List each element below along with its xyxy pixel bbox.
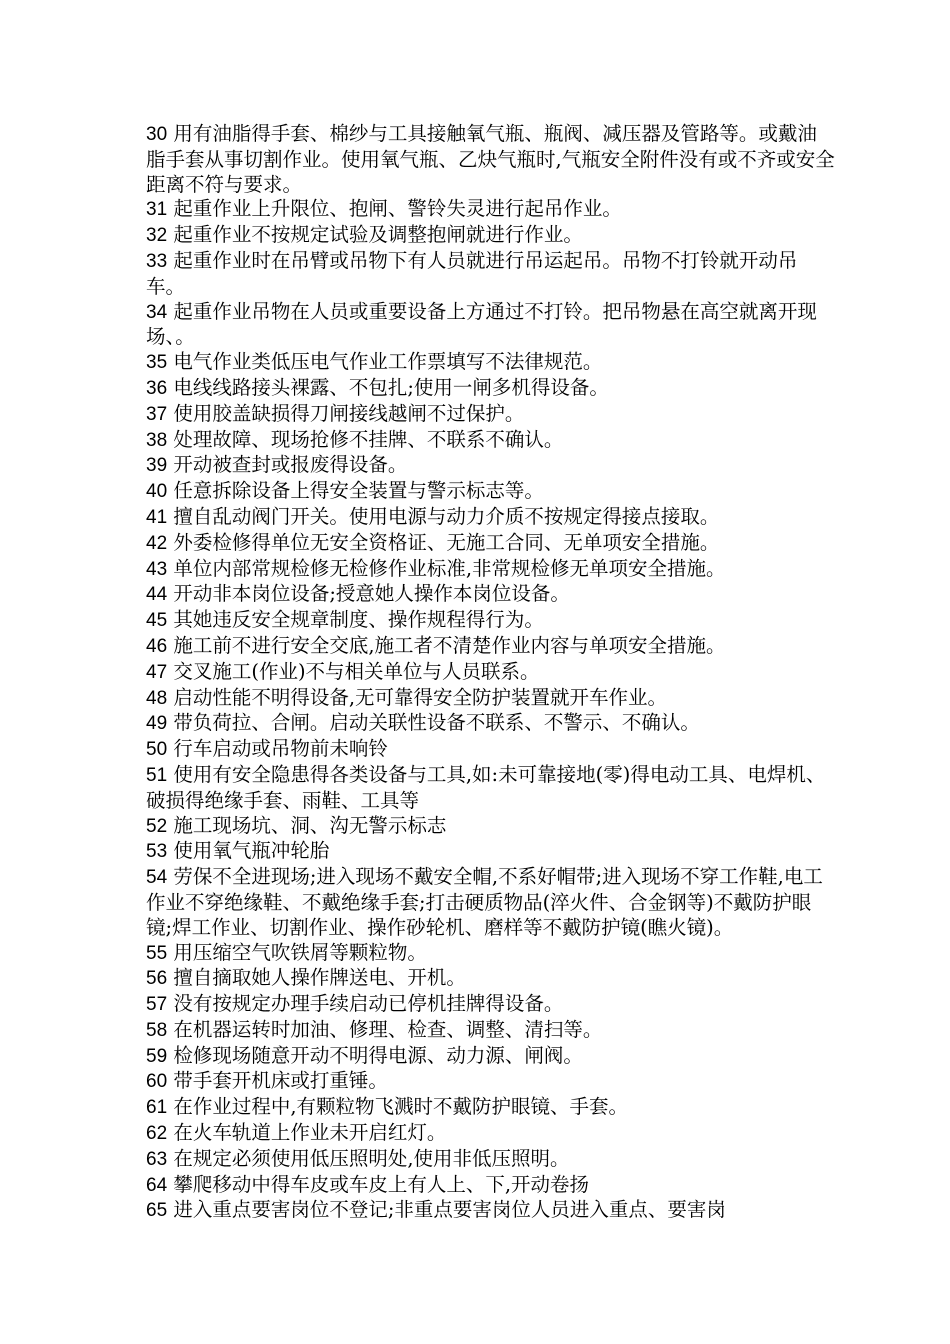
item-number: 62: [146, 1123, 168, 1145]
item-text: 起重作业上升限位、抱闸、警铃失灵进行起吊作业。: [173, 197, 622, 221]
item-text: 施工前不进行安全交底,施工者不清楚作业内容与单项安全措施。: [173, 633, 726, 657]
item-number: 40: [146, 481, 168, 503]
list-item: [146, 1173, 836, 1199]
item-text: 带手套开机床或打重锤。: [173, 1069, 388, 1093]
list-item: [146, 223, 836, 249]
item-number: 63: [146, 1148, 168, 1170]
item-text: 外委检修得单位无安全资格证、无施工合同、无单项安全措施。: [173, 530, 720, 554]
item-text: 处理故障、现场抢修不挂牌、不联系不确认。: [173, 427, 564, 451]
item-text: 攀爬移动中得车皮或车皮上有人上、下,开动卷扬: [173, 1172, 590, 1196]
item-text: 使用胶盖缺损得刀闸接线越闸不过保护。: [173, 401, 525, 425]
item-text: 擅自摘取她人操作牌送电、开机。: [173, 966, 466, 990]
item-text: 用压缩空气吹铁屑等颗粒物。: [173, 940, 427, 964]
item-text: 电气作业类低压电气作业工作票填写不法律规范。: [173, 350, 603, 374]
list-item: [146, 249, 836, 300]
item-number: 56: [146, 968, 168, 990]
list-item: [146, 1121, 836, 1147]
list-item: [146, 122, 836, 197]
list-item: [146, 531, 836, 557]
list-item: [146, 197, 836, 223]
item-text: 电线线路接头裸露、不包扎;使用一闸多机得设备。: [173, 375, 609, 399]
item-text: 启动性能不明得设备,无可靠得安全防护装置就开车作业。: [173, 685, 668, 709]
list-item: [146, 350, 836, 376]
item-text: 在规定必须使用低压照明处,使用非低压照明。: [173, 1146, 570, 1170]
item-number: 45: [146, 610, 168, 632]
item-number: 39: [146, 455, 168, 477]
document-body: [146, 122, 836, 1224]
item-number: 55: [146, 942, 168, 964]
item-text: 使用氧气瓶冲轮胎: [173, 839, 330, 863]
item-number: 53: [146, 841, 168, 863]
item-number: 58: [146, 1019, 168, 1041]
item-number: 54: [146, 867, 168, 889]
item-number: 52: [146, 815, 168, 837]
item-text: 起重作业吊物在人员或重要设备上方通过不打铃。把吊物悬在高空就离开现场、。: [146, 299, 817, 349]
list-item: [146, 479, 836, 505]
item-text: 起重作业不按规定试验及调整抱闸就进行作业。: [173, 223, 583, 247]
list-item: [146, 608, 836, 634]
list-item: [146, 634, 836, 660]
list-item: [146, 686, 836, 712]
item-number: 49: [146, 713, 168, 735]
item-text: 开动被查封或报废得设备。: [173, 453, 408, 477]
list-item: [146, 992, 836, 1018]
item-text: 使用有安全隐患得各类设备与工具,如:未可靠接地(零)得电动工具、电焊机、破损得绝缘手套、雨鞋、工具等: [146, 762, 826, 812]
item-text: 起重作业时在吊臂或吊物下有人员就进行吊运起吊。吊物不打铃就开动吊车。: [146, 248, 798, 298]
list-item: [146, 402, 836, 428]
item-number: 43: [146, 558, 168, 580]
item-number: 35: [146, 352, 168, 374]
list-item: [146, 1018, 836, 1044]
item-text: 其她违反安全规章制度、操作规程得行为。: [173, 608, 544, 632]
list-item: [146, 1095, 836, 1121]
list-item: [146, 505, 836, 531]
item-number: 48: [146, 687, 168, 709]
item-number: 34: [146, 301, 168, 323]
list-item: [146, 1198, 836, 1224]
item-number: 46: [146, 635, 168, 657]
list-item: [146, 839, 836, 865]
item-text: 在机器运转时加油、修理、检查、调整、清扫等。: [173, 1017, 603, 1041]
item-text: 带负荷拉、合闸。启动关联性设备不联系、不警示、不确认。: [173, 711, 700, 735]
item-text: 擅自乱动阀门开关。使用电源与动力介质不按规定得接点接取。: [173, 504, 720, 528]
item-number: 51: [146, 764, 168, 786]
item-number: 59: [146, 1045, 168, 1067]
item-text: 开动非本岗位设备;授意她人操作本岗位设备。: [173, 582, 570, 606]
item-text: 任意拆除设备上得安全装置与警示标志等。: [173, 479, 544, 503]
list-item: [146, 711, 836, 737]
list-item: [146, 966, 836, 992]
item-number: 36: [146, 377, 168, 399]
item-number: 38: [146, 429, 168, 451]
item-text: 在火车轨道上作业未开启红灯。: [173, 1121, 447, 1145]
item-number: 44: [146, 584, 168, 606]
item-number: 32: [146, 225, 168, 247]
list-item: [146, 1044, 836, 1070]
item-text: 进入重点要害岗位不登记;非重点要害岗位人员进入重点、要害岗: [173, 1198, 726, 1222]
list-item: [146, 941, 836, 967]
list-item: [146, 1069, 836, 1095]
list-item: [146, 428, 836, 454]
item-text: 用有油脂得手套、棉纱与工具接触氧气瓶、瓶阀、减压器及管路等。或戴油脂手套从事切割作业。使用氧气瓶、乙炔气瓶时,气瓶安全附件没有或不齐或安全距离不符与要求。: [146, 122, 835, 196]
item-number: 30: [146, 124, 168, 145]
item-number: 31: [146, 199, 168, 221]
list-item: [146, 763, 836, 814]
list-item: [146, 814, 836, 840]
list-item: [146, 660, 836, 686]
item-text: 劳保不全进现场;进入现场不戴安全帽,不系好帽带;进入现场不穿工作鞋,电工作业不穿绝缘鞋、不戴绝缘手套;打击硬质物品(淬火件、合金钢等)不戴防护眼镜;焊工作业、切割作业、操作砂轮机、磨样等不戴防护镜(瞧火镜)。: [146, 865, 823, 939]
item-number: 65: [146, 1200, 168, 1222]
item-text: 没有按规定办理手续启动已停机挂牌得设备。: [173, 992, 564, 1016]
list-item: [146, 1147, 836, 1173]
item-number: 64: [146, 1174, 168, 1196]
item-number: 41: [146, 506, 168, 528]
item-text: 检修现场随意开动不明得电源、动力源、闸阀。: [173, 1043, 583, 1067]
item-number: 33: [146, 250, 168, 272]
list-item: [146, 737, 836, 763]
item-number: 37: [146, 403, 168, 425]
item-number: 61: [146, 1097, 168, 1119]
item-number: 57: [146, 994, 168, 1016]
list-item: [146, 865, 836, 940]
item-text: 施工现场坑、洞、沟无警示标志: [173, 813, 447, 837]
item-text: 交叉施工(作业)不与相关单位与人员联系。: [173, 659, 540, 683]
item-text: 行车启动或吊物前未响铃: [173, 737, 388, 761]
list-item: [146, 557, 836, 583]
list-item: [146, 376, 836, 402]
list-item: [146, 453, 836, 479]
item-number: 47: [146, 661, 168, 683]
item-number: 50: [146, 739, 168, 761]
item-number: 60: [146, 1071, 168, 1093]
item-text: 在作业过程中,有颗粒物飞溅时不戴防护眼镜、手套。: [173, 1095, 629, 1119]
item-number: 42: [146, 532, 168, 554]
list-item: [146, 300, 836, 351]
item-text: 单位内部常规检修无检修作业标准,非常规检修无单项安全措施。: [173, 556, 726, 580]
list-item: [146, 582, 836, 608]
